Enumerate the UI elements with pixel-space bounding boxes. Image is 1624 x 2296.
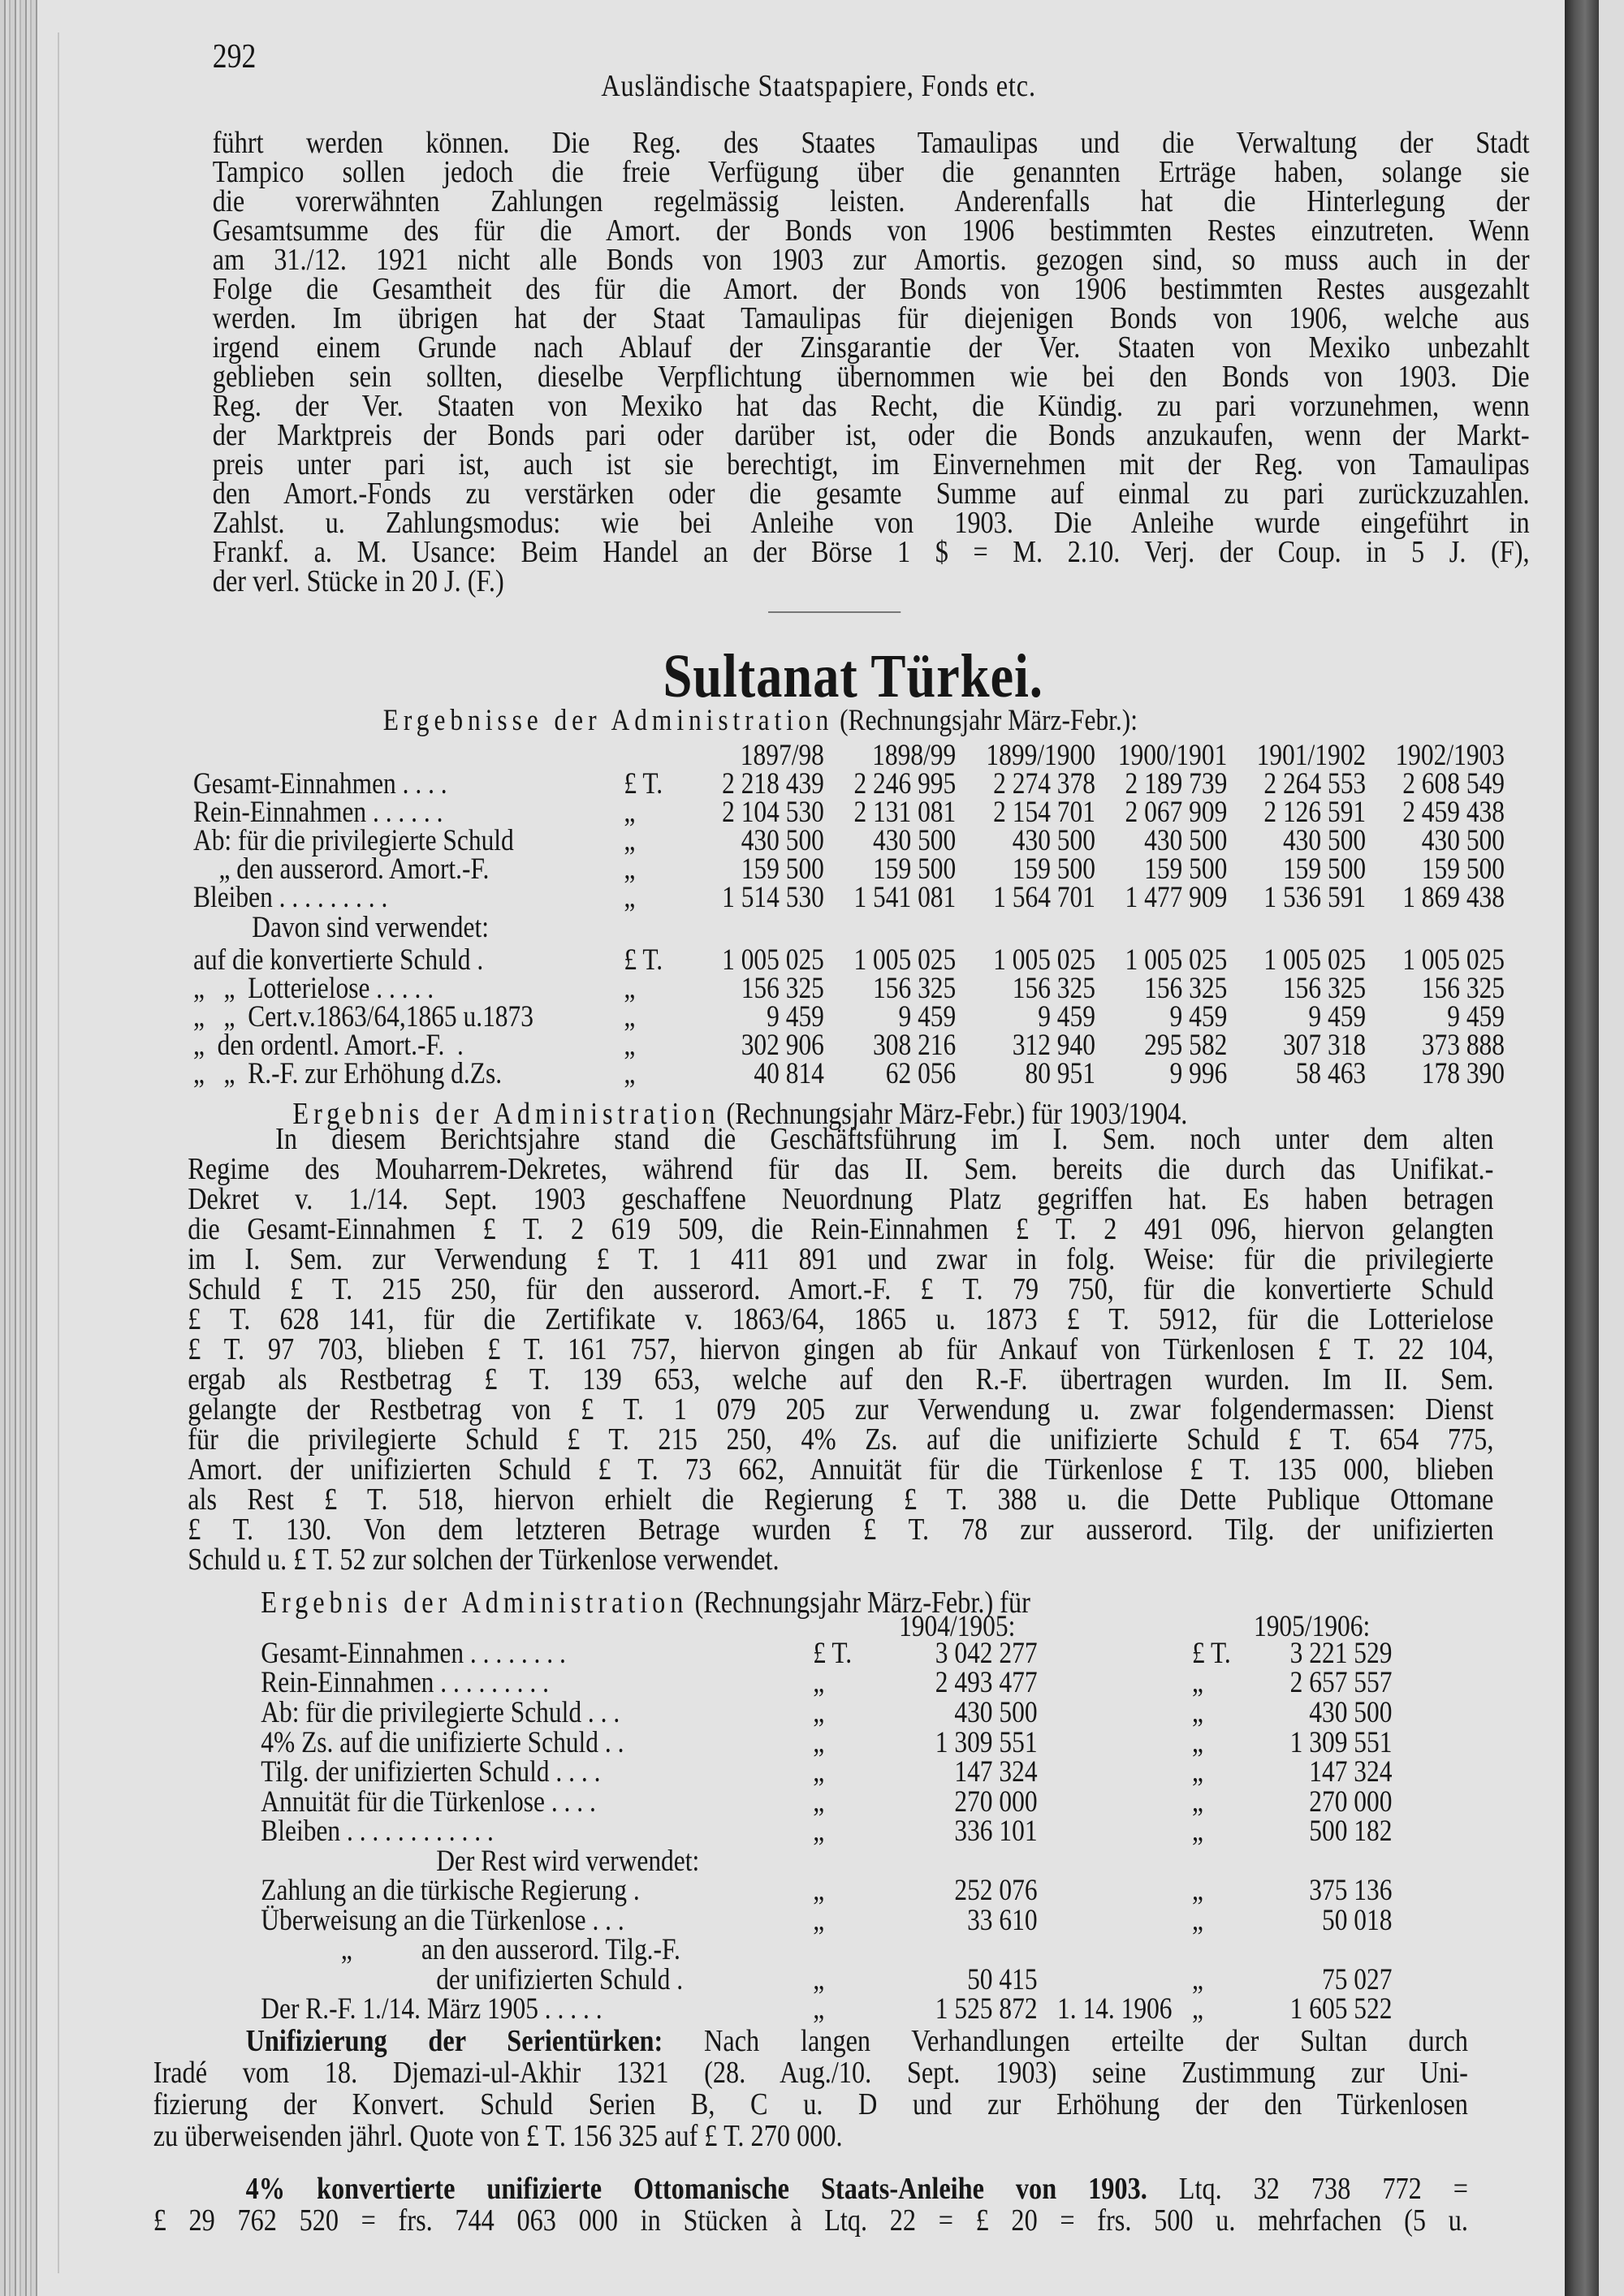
value-cell: 159 500 bbox=[1144, 852, 1228, 886]
text-line bbox=[153, 2026, 1468, 2057]
value-cell: 147 324 bbox=[1309, 1755, 1393, 1789]
value-cell: 2 218 439 bbox=[722, 767, 824, 801]
value-cell: 156 325 bbox=[873, 972, 957, 1005]
unit: „ bbox=[624, 972, 636, 1005]
unit: „ bbox=[1191, 1992, 1203, 2026]
value-cell: 430 500 bbox=[1282, 824, 1367, 857]
loan-title-rest: Ltq. 32 738 772 = bbox=[1147, 2172, 1468, 2206]
value-cell: 9 459 bbox=[898, 1000, 957, 1034]
heading-spaced: Ergebnis der Administration bbox=[292, 1097, 720, 1131]
table-label-row bbox=[261, 1933, 1392, 1966]
table-row bbox=[193, 1000, 1505, 1034]
value-cell: 270 000 bbox=[1309, 1785, 1393, 1819]
value-cell: 2 246 995 bbox=[853, 767, 957, 801]
text-line: die Gesamt-Einnahmen £ T. 2 619 509, die Rein-Einnahmen £ T. 2 491 096, hiervon gelangten bbox=[188, 1212, 1494, 1246]
value-cell: 2 154 701 bbox=[993, 796, 1095, 829]
value-cell: 33 610 bbox=[967, 1904, 1038, 1937]
unit: „ bbox=[813, 1904, 825, 1937]
value-cell: 9 459 bbox=[767, 1000, 824, 1034]
text-line: Gesamtsumme des für die Amort. der Bonds von 1906 bestimmten Restes einzutreten. Wenn bbox=[212, 214, 1530, 248]
value-cell: 270 000 bbox=[954, 1785, 1038, 1819]
text-line: den Amort.-Fonds zu verstärken oder die gesamte Summe auf einmal zu pari zurückzuzahlen. bbox=[212, 477, 1530, 511]
row-label: der unifizierten Schuld . bbox=[436, 1963, 684, 1996]
value-cell: 1 605 522 bbox=[1289, 1992, 1393, 2026]
unit: „ bbox=[1191, 1755, 1203, 1789]
value-cell: 2 657 557 bbox=[1289, 1666, 1393, 1699]
unification-paragraph bbox=[153, 2026, 1468, 2237]
table-row bbox=[261, 1639, 1392, 1668]
value-cell: 373 888 bbox=[1421, 1029, 1505, 1062]
value-cell: 1 536 591 bbox=[1263, 881, 1367, 914]
text-line: Regime des Mouharrem-Dekretes, während für das II. Sem. bereits die durch das Unifikat.- bbox=[188, 1152, 1494, 1186]
unit: „ bbox=[624, 796, 636, 829]
table-subheading-row bbox=[261, 1847, 1392, 1876]
row-label: Rein-Einnahmen . . . . . . . . . bbox=[261, 1666, 549, 1699]
year-header: 1904/1905: bbox=[899, 1610, 1016, 1643]
year-header: 1898/99 bbox=[872, 739, 957, 772]
table-row bbox=[193, 974, 1505, 1003]
text-line: irgend einem Grunde nach Ablauf der Zinsgarantie der Ver. Staaten von Mexiko unbezahlt bbox=[212, 330, 1530, 365]
row-label: „ „ Cert.v.1863/64,1865 u.1873 bbox=[193, 1000, 533, 1034]
value-cell: 3 221 529 bbox=[1289, 1637, 1393, 1670]
text-line: Reg. der Ver. Staaten von Mexiko hat das Recht, die Kündig. zu pari vorzunehmen, wenn bbox=[212, 389, 1530, 423]
year-header: 1900/1901 bbox=[1117, 739, 1228, 772]
text-line: £ 29 762 520 = frs. 744 063 000 in Stücken à Ltq. 22 = £ 20 = frs. 500 u. mehrfachen (5 u. bbox=[153, 2203, 1468, 2238]
value-cell: 2 459 438 bbox=[1402, 796, 1505, 829]
value-cell: 9 459 bbox=[1038, 1000, 1095, 1034]
value-cell: 500 182 bbox=[1309, 1815, 1393, 1848]
value-cell: 58 463 bbox=[1295, 1057, 1367, 1090]
section-subtitle bbox=[383, 703, 1138, 738]
report-paragraph-1903 bbox=[188, 1124, 1493, 1575]
subtitle-spaced: Ergebnisse der Administration bbox=[382, 704, 834, 737]
unit: „ bbox=[813, 1992, 825, 2026]
table-row bbox=[261, 1728, 1392, 1758]
table-row bbox=[261, 1785, 1393, 1819]
value-cell: 50 415 bbox=[967, 1963, 1038, 1996]
table-row bbox=[193, 943, 1505, 977]
text-line: führt werden können. Die Reg. des Staates Tamaulipas und die Verwaltung der Stadt bbox=[212, 126, 1530, 160]
row-label: auf die konvertierte Schuld . bbox=[193, 943, 484, 977]
table-row bbox=[193, 1031, 1505, 1060]
ditto-mark: „ bbox=[340, 1933, 352, 1966]
unit: „ bbox=[1191, 1666, 1203, 1699]
value-cell: 50 018 bbox=[1321, 1904, 1393, 1937]
value-cell: 2 126 591 bbox=[1263, 796, 1367, 829]
text-line: ergab als Restbetrag £ T. 139 653, welche auf den R.-F. übertragen wurden. Im II. Sem. bbox=[188, 1362, 1494, 1396]
unit: £ T. bbox=[1191, 1637, 1231, 1670]
text-line: Schuld £ T. 215 250, für den ausserord. Amort.-F. £ T. 79 750, für die konvertierte Schuld bbox=[188, 1272, 1494, 1306]
loan-title-line bbox=[153, 2173, 1468, 2205]
value-cell: 62 056 bbox=[885, 1057, 957, 1090]
running-title: Ausländische Staatspapiere, Fonds etc. bbox=[601, 69, 1036, 103]
tilg-label: an den ausserord. Tilg.-F. bbox=[421, 1933, 680, 1966]
value-cell: 2 131 081 bbox=[853, 796, 957, 829]
table-row bbox=[261, 1817, 1392, 1846]
row-label: „ „ Lotterielose . . . . . bbox=[193, 972, 434, 1005]
unit: „ bbox=[1191, 1874, 1203, 1907]
row-label: Gesamt-Einnahmen . . . . . . . . bbox=[261, 1637, 566, 1670]
unit: „ bbox=[1191, 1963, 1203, 1996]
value-cell: 2 264 553 bbox=[1263, 767, 1367, 801]
text-line: der verl. Stücke in 20 J. (F.) bbox=[212, 564, 504, 598]
heading-rest: (Rechnungsjahr März-Febr.) für bbox=[688, 1586, 1030, 1620]
value-cell: 2 067 909 bbox=[1125, 796, 1228, 829]
section-title: Sultanat Türkei. bbox=[663, 642, 1043, 710]
text-line: Zahlst. u. Zahlungsmodus: wie bei Anleihe von 1903. Die Anleihe wurde eingeführt in bbox=[212, 506, 1530, 540]
value-cell: 302 906 bbox=[741, 1029, 824, 1062]
value-cell: 178 390 bbox=[1421, 1057, 1505, 1090]
unit: „ bbox=[1191, 1815, 1203, 1848]
unit: „ bbox=[813, 1963, 825, 1996]
unit: £ T. bbox=[813, 1637, 853, 1670]
value-cell: 430 500 bbox=[954, 1696, 1038, 1729]
text-line: £ T. 97 703, blieben £ T. 161 757, hiervon gingen ab für Ankauf von Türkenlosen £ T. 22 104, bbox=[188, 1332, 1494, 1366]
unit: „ bbox=[624, 852, 636, 886]
date-cell: 1. 14. 1906 bbox=[1056, 1992, 1173, 2026]
row-label: Bleiben . . . . . . . . . bbox=[193, 881, 388, 914]
row-label: Ab: für die privilegierte Schuld . . . bbox=[261, 1696, 620, 1729]
loan-title-bold: 4% konvertierte unifizierte Ottomanische Staats-Anleihe von 1903. bbox=[245, 2172, 1147, 2206]
unit: „ bbox=[813, 1785, 825, 1819]
value-cell: 9 459 bbox=[1447, 1000, 1505, 1034]
text-line: werden. Im übrigen hat der Staat Tamaulipas für diejenigen Bonds von 1906, welche aus bbox=[212, 301, 1530, 335]
table-row bbox=[193, 883, 1505, 912]
text-line: am 31./12. 1921 nicht alle Bonds von 1903 zur Amortis. gezogen sind, so muss auch in der bbox=[212, 243, 1530, 277]
text-line: Dekret v. 1./14. Sept. 1903 geschaffene Neuordnung Platz gegriffen hat. Es haben betragen bbox=[188, 1182, 1494, 1216]
unit: „ bbox=[1191, 1726, 1203, 1759]
row-label: Ab: für die privilegierte Schuld bbox=[193, 824, 514, 857]
heading-rest: (Rechnungsjahr März-Febr.) für 1903/1904. bbox=[719, 1097, 1188, 1131]
value-cell: 1 514 530 bbox=[722, 881, 824, 914]
row-label: Rein-Einnahmen . . . . . . bbox=[193, 796, 443, 829]
unit: „ bbox=[624, 824, 636, 857]
section-divider bbox=[768, 611, 901, 613]
value-cell: 9 996 bbox=[1169, 1057, 1228, 1090]
table-row bbox=[193, 796, 1505, 829]
value-cell: 430 500 bbox=[1421, 824, 1505, 857]
value-cell: 159 500 bbox=[873, 852, 957, 886]
value-cell: 1 005 025 bbox=[853, 943, 957, 977]
row-label: Annuität für die Türkenlose . . . . bbox=[261, 1785, 596, 1819]
value-cell: 2 189 739 bbox=[1125, 767, 1228, 801]
text-line: preis unter pari ist, auch ist sie berechtigt, im Einvernehmen mit der Reg. von Tamaulipas bbox=[212, 447, 1530, 481]
value-cell: 430 500 bbox=[741, 824, 824, 857]
value-cell: 156 325 bbox=[1282, 972, 1367, 1005]
heading-spaced: Ergebnis der Administration bbox=[261, 1586, 689, 1620]
text-line: £ T. 130. Von dem letzteren Betrage wurden £ T. 78 zur ausserord. Tilg. der unifizierten bbox=[188, 1513, 1494, 1547]
value-cell: 1 005 025 bbox=[722, 943, 824, 977]
row-label: Der R.-F. 1./14. März 1905 . . . . . bbox=[261, 1992, 603, 2026]
value-cell: 1 541 081 bbox=[853, 881, 957, 914]
value-cell: 159 500 bbox=[1282, 852, 1367, 886]
value-cell: 2 493 477 bbox=[935, 1666, 1038, 1699]
value-cell: 1 005 025 bbox=[1125, 943, 1228, 977]
value-cell: 295 582 bbox=[1144, 1029, 1228, 1062]
value-cell: 156 325 bbox=[1421, 972, 1505, 1005]
table-row bbox=[193, 1057, 1505, 1090]
value-cell: 1 005 025 bbox=[1263, 943, 1367, 977]
page-number: 292 bbox=[212, 38, 257, 76]
subheading: Der Rest wird verwendet: bbox=[436, 1845, 700, 1878]
table-row bbox=[261, 1906, 1392, 1936]
unit: £ T. bbox=[624, 943, 663, 977]
value-cell: 9 459 bbox=[1169, 1000, 1228, 1034]
table-row bbox=[261, 1698, 1392, 1728]
year-header: 1902/1903 bbox=[1395, 739, 1505, 772]
row-label: Bleiben . . . . . . . . . . . . bbox=[261, 1815, 494, 1848]
value-cell: 1 477 909 bbox=[1125, 881, 1228, 914]
row-label: „ den ordentl. Amort.-F. . bbox=[193, 1029, 464, 1062]
value-cell: 252 076 bbox=[954, 1874, 1038, 1907]
value-cell: 1 005 025 bbox=[993, 943, 1095, 977]
table-row bbox=[261, 1992, 1393, 2026]
value-cell: 9 459 bbox=[1308, 1000, 1367, 1034]
table-subheading-row bbox=[193, 913, 1505, 942]
value-cell: 159 500 bbox=[1421, 852, 1505, 886]
unit: „ bbox=[813, 1696, 825, 1729]
text-line: Tampico sollen jedoch die freie Verfügung über die genannten Erträge haben, solange sie bbox=[212, 155, 1530, 189]
subtitle-rest: (Rechnungsjahr März-Febr.): bbox=[833, 704, 1138, 737]
lead-rest: Nach langen Verhandlungen erteilte der Sultan durch bbox=[663, 2024, 1468, 2058]
text-line: als Rest £ T. 518, hiervon erhielt die Regierung £ T. 388 u. die Dette Publique Ottomane bbox=[188, 1482, 1494, 1517]
unit: „ bbox=[813, 1815, 825, 1848]
text-line: Frankf. a. M. Usance: Beim Handel an der Börse 1 $ = M. 2.10. Verj. der Coup. in 5 J. (F), bbox=[212, 535, 1530, 569]
value-cell: 2 104 530 bbox=[722, 796, 824, 829]
text-line: Amort. der unifizierten Schuld £ T. 73 662, Annuität für die Türkenlose £ T. 135 000, blieben bbox=[188, 1452, 1494, 1487]
table-row bbox=[193, 852, 1505, 886]
table-row bbox=[261, 1876, 1392, 1905]
value-cell: 159 500 bbox=[1012, 852, 1095, 886]
value-cell: 430 500 bbox=[1309, 1696, 1393, 1729]
row-label bbox=[261, 1933, 813, 1966]
row-label: „ den ausserord. Amort.-F. bbox=[193, 852, 490, 886]
text-line: der Marktpreis der Bonds pari oder darüber ist, oder die Bonds anzukaufen, wenn der Markt- bbox=[212, 418, 1530, 452]
unit: „ bbox=[624, 881, 636, 914]
year-header: 1905/1906: bbox=[1253, 1610, 1371, 1643]
value-cell: 1 869 438 bbox=[1402, 881, 1505, 914]
row-label: Überweisung an die Türkenlose . . . bbox=[261, 1904, 624, 1937]
value-cell: 1 309 551 bbox=[1289, 1726, 1393, 1759]
value-cell: 430 500 bbox=[1012, 824, 1095, 857]
value-cell: 307 318 bbox=[1282, 1029, 1367, 1062]
value-cell: 159 500 bbox=[741, 852, 824, 886]
value-cell: 156 325 bbox=[1144, 972, 1228, 1005]
value-cell: 3 042 277 bbox=[935, 1637, 1038, 1670]
unit: „ bbox=[813, 1726, 825, 1759]
value-cell: 375 136 bbox=[1309, 1874, 1393, 1907]
unit: £ T. bbox=[624, 767, 663, 801]
text-line: für die privilegierte Schuld £ T. 215 250, 4% Zs. auf die unifizierte Schuld £ T. 654 775, bbox=[188, 1422, 1494, 1457]
table-header-row bbox=[193, 741, 1505, 770]
lead-bold: Unifizierung der Serientürken: bbox=[245, 2024, 663, 2058]
year-header: 1899/1900 bbox=[986, 739, 1095, 772]
unit: „ bbox=[1191, 1904, 1203, 1937]
unit: „ bbox=[624, 1057, 636, 1090]
intro-paragraph bbox=[213, 128, 1530, 596]
value-cell: 156 325 bbox=[1012, 972, 1095, 1005]
unit: „ bbox=[624, 1029, 636, 1062]
value-cell: 336 101 bbox=[954, 1815, 1038, 1848]
value-cell: 312 940 bbox=[1012, 1029, 1095, 1062]
value-cell: 430 500 bbox=[1144, 824, 1228, 857]
text-line: Iradé vom 18. Djemazi-ul-Akhir 1321 (28. Aug./10. Sept. 1903) seine Zustimmung zur Uni- bbox=[153, 2056, 1468, 2090]
table-row bbox=[193, 767, 1505, 801]
value-cell: 75 027 bbox=[1321, 1963, 1393, 1996]
row-label: „ „ R.-F. zur Erhöhung d.Zs. bbox=[193, 1057, 503, 1090]
unit: „ bbox=[813, 1874, 825, 1907]
row-label: Gesamt-Einnahmen . . . . bbox=[193, 767, 447, 801]
year-header: 1897/98 bbox=[740, 739, 824, 772]
value-cell: 40 814 bbox=[754, 1057, 824, 1090]
value-cell: 2 274 378 bbox=[993, 767, 1095, 801]
table-row bbox=[261, 1963, 1393, 1996]
unit: „ bbox=[1191, 1785, 1203, 1819]
unit: „ bbox=[813, 1755, 825, 1789]
text-line: fizierung der Konvert. Schuld Serien B, C u. D und zur Erhöhung der den Türkenlosen bbox=[153, 2087, 1468, 2121]
year-header: 1901/1902 bbox=[1256, 739, 1367, 772]
value-cell: 147 324 bbox=[954, 1755, 1038, 1789]
row-label: Tilg. der unifizierten Schuld . . . . bbox=[261, 1755, 601, 1789]
row-label: Zahlung an die türkische Regierung . bbox=[261, 1874, 640, 1907]
text-line: die vorerwähnten Zahlungen regelmässig leisten. Anderenfalls hat die Hinterlegung der bbox=[212, 184, 1530, 218]
value-cell: 1 309 551 bbox=[935, 1726, 1038, 1759]
text-line: £ T. 628 141, für die Zertifikate v. 1863/64, 1865 u. 1873 £ T. 5912, für die Lotterielose bbox=[188, 1302, 1494, 1336]
value-cell: 1 564 701 bbox=[993, 881, 1095, 914]
text-line: Folge die Gesamtheit des für die Amort. der Bonds von 1906 bestimmten Restes ausgezahlt bbox=[212, 272, 1530, 306]
value-cell: 80 951 bbox=[1025, 1057, 1095, 1090]
value-cell: 156 325 bbox=[741, 972, 824, 1005]
table-row bbox=[261, 1755, 1393, 1789]
text-line: geblieben sein sollten, dieselbe Verpflichtung übernommen wie bei den Bonds von 1903. Die bbox=[212, 360, 1530, 394]
text-line: zu überweisenden jährl. Quote von £ T. 156 325 auf £ T. 270 000. bbox=[153, 2119, 843, 2153]
subheading: Davon sind verwendet: bbox=[252, 911, 489, 944]
value-cell: 1 005 025 bbox=[1402, 943, 1505, 977]
text-line: In diesem Berichtsjahre stand die Geschäftsführung im I. Sem. noch unter dem alten bbox=[275, 1122, 1494, 1156]
row-label: 4% Zs. auf die unifizierte Schuld . . bbox=[261, 1726, 624, 1759]
text-line: im I. Sem. zur Verwendung £ T. 1 411 891 und zwar in folg. Weise: für die privilegierte bbox=[188, 1242, 1494, 1276]
text-line: Schuld u. £ T. 52 zur solchen der Türkenlose verwendet. bbox=[188, 1543, 780, 1577]
value-cell: 2 608 549 bbox=[1402, 767, 1505, 801]
unit: „ bbox=[1191, 1696, 1203, 1729]
table-row bbox=[261, 1668, 1392, 1698]
value-cell: 308 216 bbox=[873, 1029, 957, 1062]
value-cell: 430 500 bbox=[873, 824, 957, 857]
text-line: gelangte der Restbetrag von £ T. 1 079 205 zur Verwendung u. zwar folgendermassen: Dienst bbox=[188, 1392, 1494, 1426]
unit: „ bbox=[813, 1666, 825, 1699]
table-row bbox=[193, 826, 1505, 855]
unit: „ bbox=[624, 1000, 636, 1034]
value-cell: 1 525 872 bbox=[935, 1992, 1038, 2026]
